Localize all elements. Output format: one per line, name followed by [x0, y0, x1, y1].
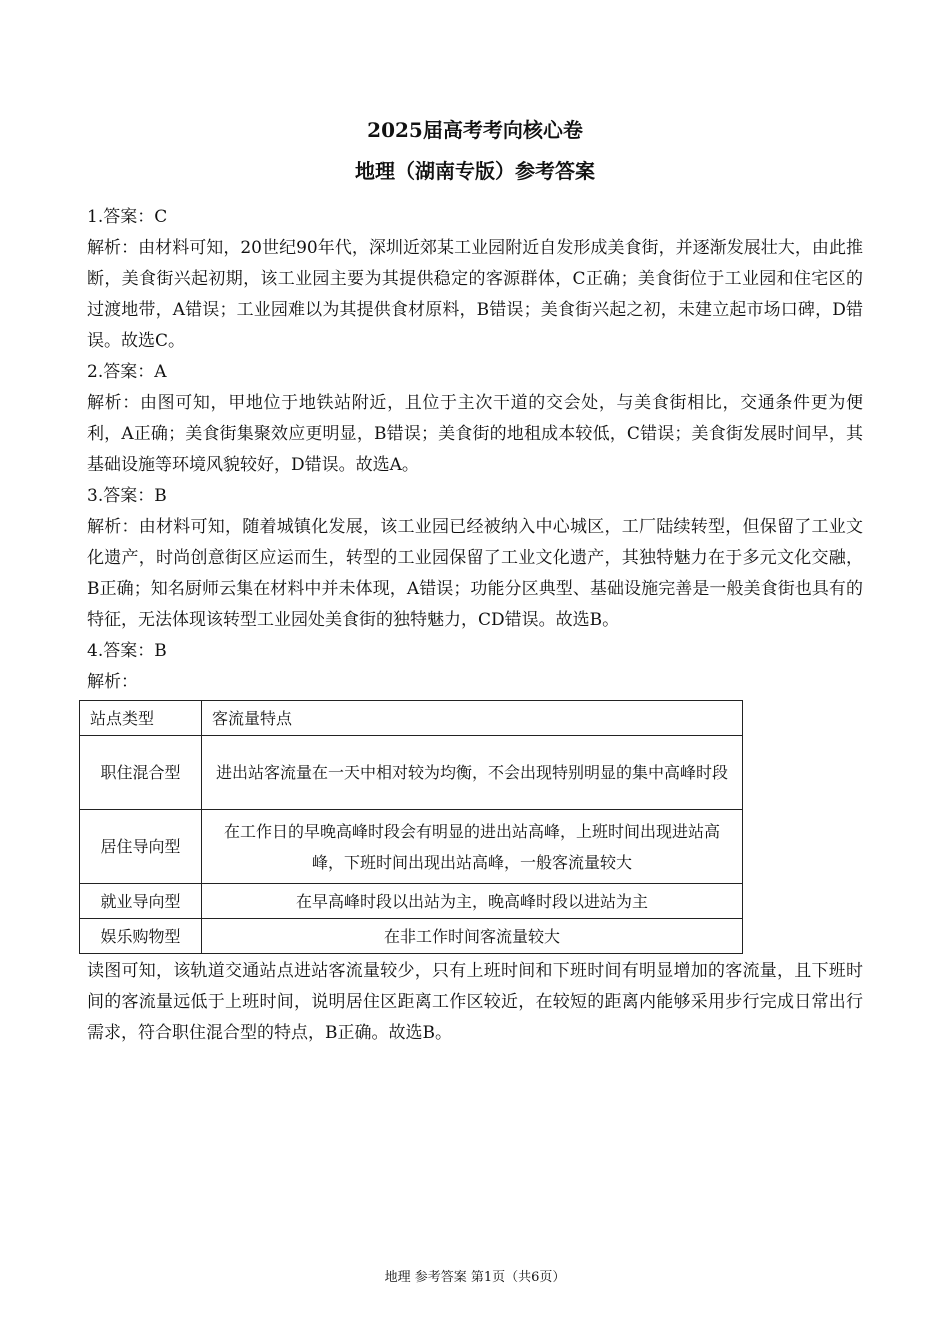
table-row	[80, 810, 743, 884]
table-cell-type: 居住导向型	[80, 810, 202, 884]
table-row	[80, 884, 743, 919]
table-cell-desc: 在非工作时间客流量较大	[202, 919, 743, 954]
table-cell-desc: 在早高峰时段以出站为主，晚高峰时段以进站为主	[202, 884, 743, 919]
answer-3: 3.答案：B	[87, 486, 167, 506]
analysis-4-conclusion: 读图可知，该轨道交通站点进站客流量较少，只有上班时间和下班时间有明显增加的客流量，且下班时间的客流量远低于上班时间，说明居住区距离工作区较近，在较短的距离内能够采用步行完成日常出行需求，符合职住混合型的特点，B正确。故选B。	[87, 961, 863, 1043]
table-header-row	[80, 701, 743, 736]
page-footer: 地理 参考答案 第1页（共6页）	[384, 1270, 566, 1285]
title-block	[0, 114, 950, 187]
document-title: 2025届高考考向核心卷	[367, 118, 583, 142]
table-row	[80, 919, 743, 954]
analysis-3: 解析：由材料可知，随着城镇化发展，该工业园已经被纳入中心城区，工厂陆续转型，但保留了工业文化遗产，时尚创意街区应运而生，转型的工业园保留了工业文化遗产，其独特魅力在于多元文化交融，B正确；知名厨师云集在材料中并未体现，A错误；功能分区典型、基础设施完善是一般美食街也具有的特征，无法体现该转型工业园处美食街的独特魅力，CD错误。故选B。	[87, 517, 863, 630]
table-cell-type: 就业导向型	[80, 884, 202, 919]
document-subtitle: 地理（湖南专版）参考答案	[355, 159, 595, 183]
table-cell-desc: 在工作日的早晚高峰时段会有明显的进出站高峰，上班时间出现进站高峰，下班时间出现出站高峰，一般客流量较大	[202, 810, 743, 884]
analysis-1: 解析：由材料可知，20世纪90年代，深圳近郊某工业园附近自发形成美食街，并逐渐发展壮大，由此推断，美食街兴起初期，该工业园主要为其提供稳定的客源群体，C正确；美食街位于工业园和住宅区的过渡地带，A错误；工业园难以为其提供食材原料，B错误；美食街兴起之初，未建立起市场口碑，D错误。故选C。	[87, 238, 863, 351]
analysis-2: 解析：由图可知，甲地位于地铁站附近，且位于主次干道的交会处，与美食街相比，交通条件更为便利，A正确；美食街集聚效应更明显，B错误；美食街的地租成本较低，C错误；美食街发展时间早，其基础设施等环境风貌较好，D错误。故选A。	[87, 393, 863, 475]
table-header-cell: 站点类型	[80, 701, 202, 736]
table-cell-type: 职住混合型	[80, 736, 202, 810]
table-row	[80, 736, 743, 810]
table-cell-desc: 进出站客流量在一天中相对较为均衡，不会出现特别明显的集中高峰时段	[202, 736, 743, 810]
analysis-4-label: 解析：	[87, 672, 138, 692]
answer-4: 4.答案：B	[87, 641, 167, 661]
station-type-table	[79, 700, 743, 954]
answer-1: 1.答案：C	[87, 207, 168, 227]
answer-content	[87, 202, 863, 1049]
table-header-cell: 客流量特点	[202, 701, 743, 736]
table-cell-type: 娱乐购物型	[80, 919, 202, 954]
answer-2: 2.答案：A	[87, 362, 167, 382]
